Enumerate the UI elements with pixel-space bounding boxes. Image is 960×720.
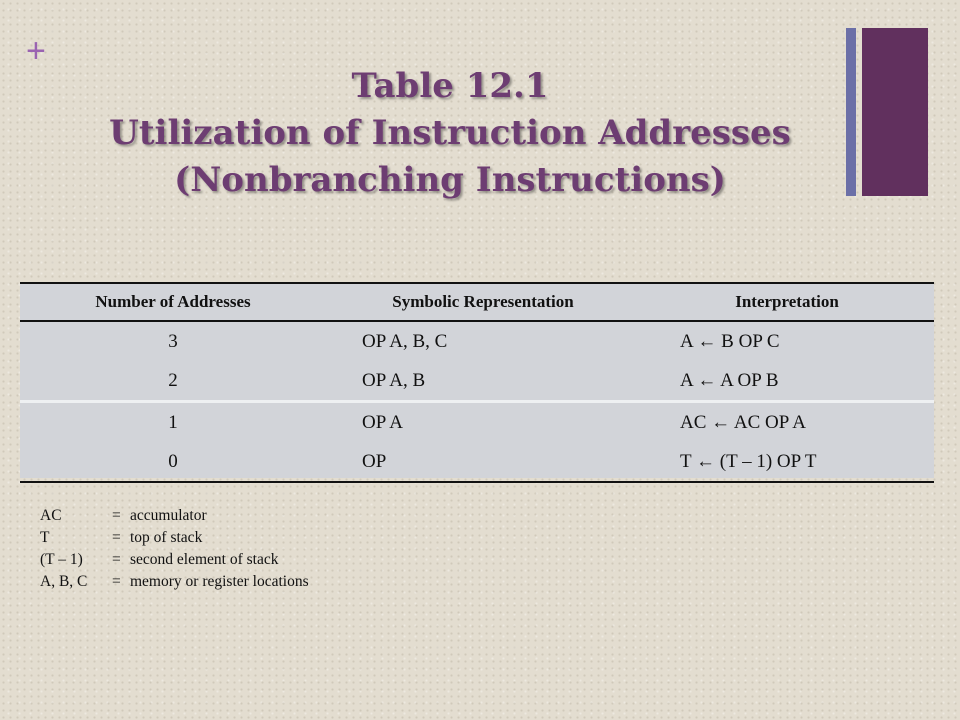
legend-item [40, 505, 309, 527]
legend-term: AC [40, 507, 62, 524]
table-row [20, 361, 934, 402]
table-row [20, 442, 934, 482]
legend-definition: second element of stack [130, 551, 279, 568]
table-legend [40, 505, 309, 593]
cell-addresses: 2 [20, 361, 326, 402]
legend-equals: = [112, 529, 121, 546]
title-line-3: (Nonbranching Instructions) [174, 160, 726, 200]
title-line-2: Utilization of Instruction Addresses [109, 113, 791, 153]
table-header-row [20, 283, 934, 321]
table-row [20, 402, 934, 443]
legend-term: (T – 1) [40, 551, 83, 568]
cell-symbolic: OP A, B, C [362, 330, 448, 352]
legend-definition: accumulator [130, 507, 207, 524]
column-header-symbolic: Symbolic Representation [326, 283, 640, 321]
legend-item [40, 549, 309, 571]
column-header-addresses: Number of Addresses [20, 283, 326, 321]
cell-addresses: 1 [168, 411, 178, 433]
column-header-interpretation: Interpretation [640, 283, 934, 321]
cell-interpretation: AC ← AC OP A [680, 411, 806, 433]
legend-equals: = [112, 507, 121, 524]
legend-term: A, B, C [40, 573, 88, 590]
legend-equals: = [112, 573, 121, 590]
cell-symbolic: OP [326, 442, 640, 482]
addresses-table-container [20, 282, 934, 478]
cell-interpretation: A ← A OP B [640, 361, 934, 402]
legend-item [40, 527, 309, 549]
legend-equals: = [112, 551, 121, 568]
plus-icon: + [26, 32, 46, 70]
cell-symbolic: OP A [362, 411, 404, 433]
cell-addresses: 3 [168, 330, 178, 352]
cell-interpretation: A ← B OP C [680, 330, 780, 352]
title-line-1: Table 12.1 [351, 66, 549, 106]
legend-item [40, 571, 309, 593]
legend-definition: top of stack [130, 529, 203, 546]
legend-definition: memory or register locations [130, 573, 309, 590]
legend-term: T [40, 529, 50, 546]
cell-interpretation: T ← (T – 1) OP T [640, 442, 934, 482]
addresses-table [20, 282, 934, 483]
slide-title [0, 63, 900, 204]
cell-addresses: 0 [20, 442, 326, 482]
table-row [20, 321, 934, 361]
cell-symbolic: OP A, B [326, 361, 640, 402]
